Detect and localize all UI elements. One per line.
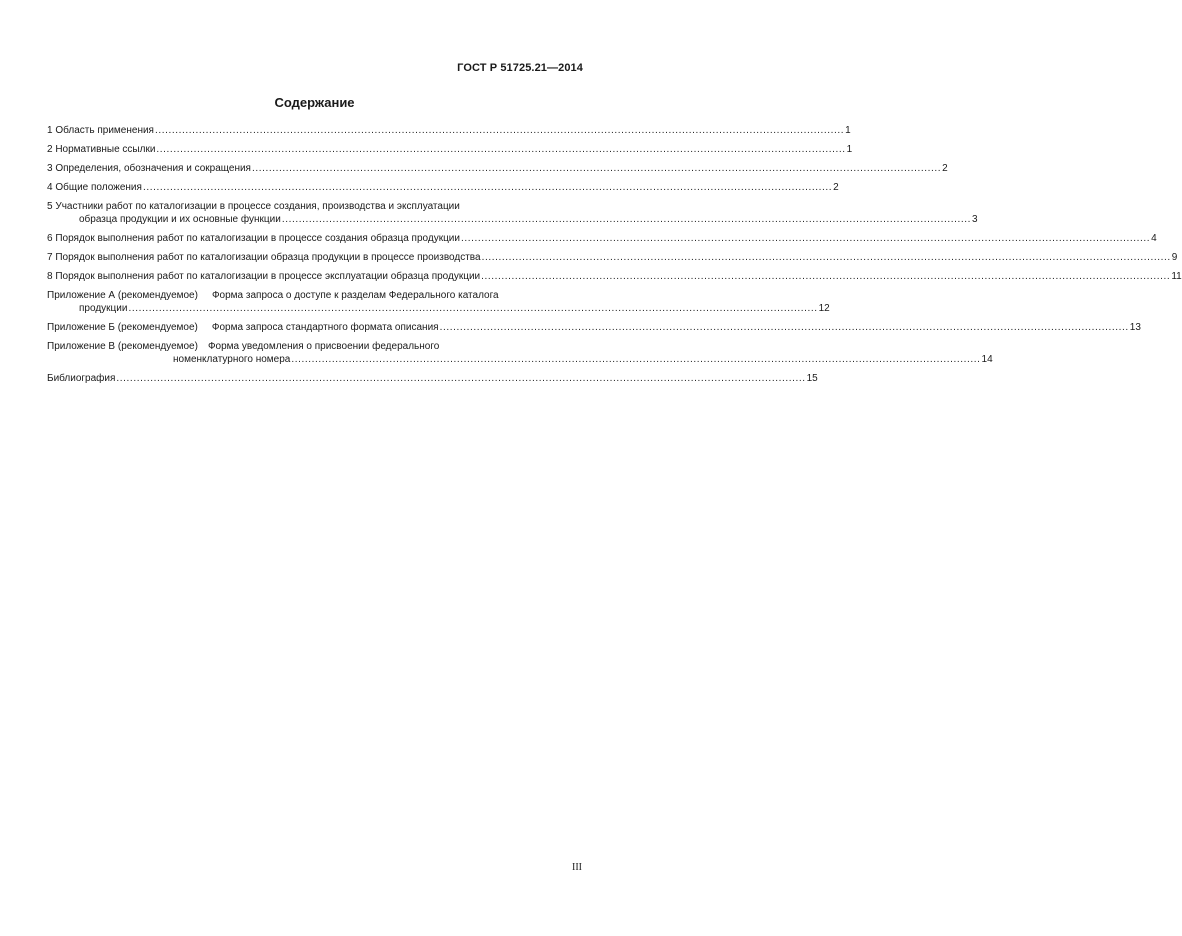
toc-entry[interactable] [47,372,818,385]
appendix-title: Форма уведомления о присвоении федерального [207,341,440,352]
toc-entry-text-line1 [47,289,584,302]
toc-entry-text: 2 Нормативные ссылки [47,144,156,155]
toc-entry-text: 1 Область применения [47,125,154,136]
toc-entry[interactable] [47,270,1182,283]
appendix-title: Форма запроса о доступе к разделам Федерального каталога [211,290,499,301]
toc-entry[interactable] [47,289,830,315]
leader-dots: ............................................................................................................................................................................................................ [291,354,981,365]
toc-page-number: 3 [972,214,978,225]
toc-entry[interactable] [47,124,851,137]
leader-dots: ............................................................................................................................................................................................................ [156,144,846,155]
toc-entry-text: 6 Порядок выполнения работ по каталогизации в процессе создания образца продукции [47,233,460,244]
toc-entry-text: 3 Определения, обозначения и сокращения [47,163,251,174]
leader-dots: ............................................................................................................................................................................................................ [281,214,971,225]
toc-page-number: 14 [981,354,993,365]
toc-entry-text: Библиография [47,373,116,384]
table-of-contents [47,124,1182,391]
toc-entry[interactable] [47,232,1157,245]
appendix-label: Приложение В (рекомендуемое) [47,341,198,352]
toc-entry-text: 7 Порядок выполнения работ по каталогизации образца продукции в процессе производства [47,252,481,263]
toc-entry-text: 4 Общие положения [47,182,142,193]
toc-entry-text-line1 [47,340,584,353]
document-header: ГОСТ Р 51725.21—2014 [457,62,583,74]
toc-entry[interactable] [47,200,978,226]
toc-entry-text [47,321,439,334]
leader-dots: ............................................................................................................................................................................................................ [460,233,1151,244]
appendix-title: Форма запроса стандартного формата описания [211,322,439,333]
toc-page-number: 11 [1171,271,1182,282]
toc-title: Содержание [274,95,355,110]
toc-page-number: 2 [833,182,839,193]
leader-dots: ............................................................................................................................................................................................................ [116,373,806,384]
toc-entry-text: продукции [79,303,128,314]
page-number: III [572,862,582,873]
toc-page-number: 1 [846,144,853,155]
leader-dots: ............................................................................................................................................................................................................ [481,252,1171,263]
toc-entry-text-line1: 5 Участники работ по каталогизации в процессе создания, производства и эксплуатации [47,201,460,212]
appendix-label: Приложение А (рекомендуемое) [47,290,198,301]
toc-entry[interactable] [47,340,993,366]
leader-dots: ............................................................................................................................................................................................................ [439,322,1129,333]
toc-entry-text: образца продукции и их основные функции [79,214,281,225]
leader-dots: ............................................................................................................................................................................................................ [154,125,845,136]
toc-page-number: 15 [806,373,818,384]
toc-page-number: 13 [1129,322,1141,333]
toc-entry-text: 8 Порядок выполнения работ по каталогизации в процессе эксплуатации образца продукции [47,271,481,282]
toc-entry[interactable] [47,162,948,175]
appendix-label: Приложение Б (рекомендуемое) [47,322,198,333]
toc-page-number: 4 [1151,233,1157,244]
leader-dots: ............................................................................................................................................................................................................ [481,271,1171,282]
leader-dots: ............................................................................................................................................................................................................ [142,182,833,193]
toc-page-number: 9 [1171,252,1178,263]
leader-dots: ............................................................................................................................................................................................................ [128,303,818,314]
toc-entry[interactable] [47,143,853,156]
toc-entry[interactable] [47,251,1178,264]
leader-dots: ............................................................................................................................................................................................................ [251,163,942,174]
toc-entry-text: номенклатурного номера [173,354,291,365]
toc-entry[interactable] [47,321,1141,334]
toc-page-number: 1 [845,125,851,136]
toc-page-number: 2 [942,163,948,174]
toc-page-number: 12 [818,303,830,314]
toc-entry[interactable] [47,181,839,194]
